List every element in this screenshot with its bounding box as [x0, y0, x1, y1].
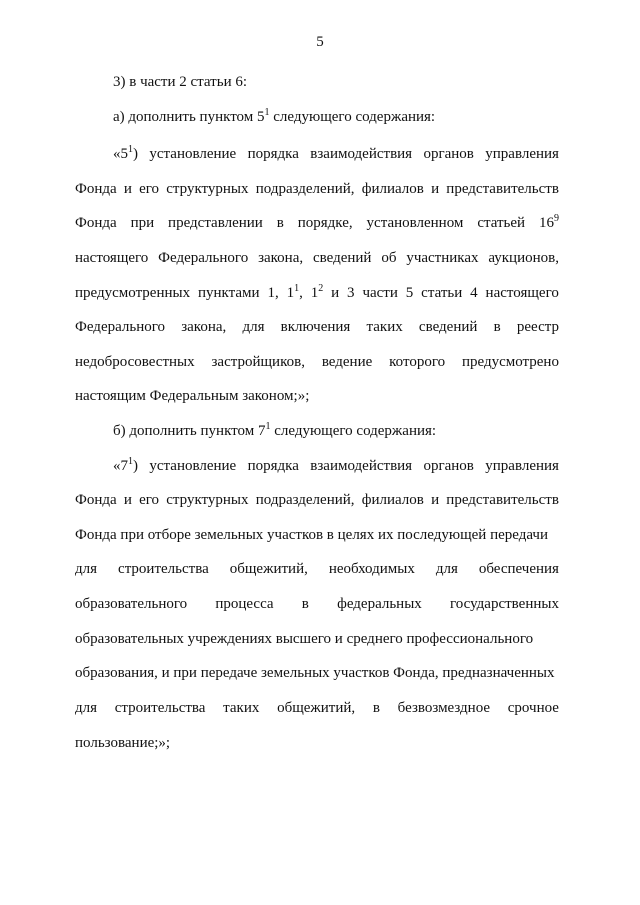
- quote7-line7: образования, и при передаче земельных участков Фонда, предназначенных: [75, 665, 555, 681]
- quote5-line6: Федерального закона, для включения таких сведений в реестр: [75, 319, 559, 335]
- page-number: 5: [316, 34, 324, 50]
- quote5-line7: недобросовестных застройщиков, ведение которого предусмотрено: [75, 354, 559, 370]
- quote7-line2: Фонда и его структурных подразделений, филиалов и представительств: [75, 492, 559, 508]
- quote5-line3: Фонда при представлении в порядке, установленном статьей $16^9$: [75, 213, 559, 231]
- quote5-line1: «$5^1$) установление порядка взаимодействия органов управления: [113, 144, 559, 162]
- quote7-line8: для строительства таких общежитий, в безвозмездное срочное: [75, 700, 559, 716]
- quote5-line4: настоящего Федерального закона, сведений об участниках аукционов,: [75, 250, 559, 266]
- quote5-line8: настоящим Федеральным законом;»;: [75, 388, 310, 404]
- quote7-line3: Фонда при отборе земельных участков в целях их последующей передачи: [75, 527, 548, 543]
- quote7-line6: образовательных учреждениях высшего и среднего профессионального: [75, 631, 534, 647]
- quote7-line9: пользование;»;: [75, 735, 171, 751]
- item-a: а) дополнить пунктом $5^1$ следующего содержания:: [113, 107, 436, 125]
- quote5-line5: предусмотренных пунктами 1, $1^1$, $1^2$ и 3 части 5 статьи 4 настоящего: [75, 283, 559, 301]
- quote7-line1: «$7^1$) установление порядка взаимодействия органов управления: [113, 456, 559, 474]
- quote7-line4: для строительства общежитий, необходимых для обеспечения: [75, 561, 559, 577]
- item-3: 3) в части 2 статьи 6:: [113, 74, 248, 90]
- item-b: б) дополнить пунктом $7^1$ следующего содержания:: [113, 421, 437, 439]
- quote7-line5: образовательного процесса в федеральных государственных: [75, 596, 559, 612]
- quote5-line2: Фонда и его структурных подразделений, филиалов и представительств: [75, 181, 559, 197]
